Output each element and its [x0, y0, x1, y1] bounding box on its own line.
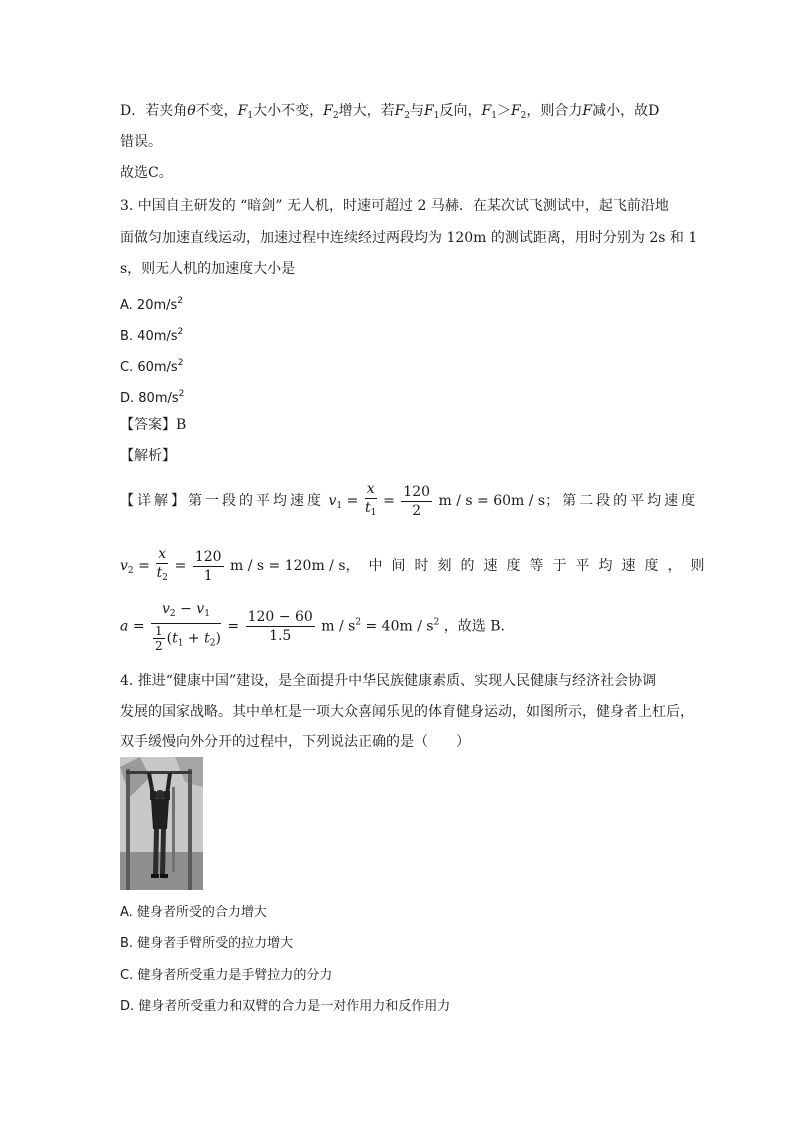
- q3-stem-line1: 3. 中国自主研发的 “暗剑” 无人机，时速可超过 2 马赫．在某次试飞测试中，起飞前沿地: [120, 198, 669, 214]
- q3-option-d: D. $80m/s^2$: [120, 389, 185, 406]
- q3-detail-line2: $v_2$ = $\frac{x}{t_2}$ = $\frac{120}{1}$ m / s = 120m / s，中间时刻的速度等于平均速度，则: [120, 545, 714, 587]
- horizontal-bar-photo: [120, 757, 203, 890]
- q4-option-d: D. 健身者所受重力和双臂的合力是一对作用力和反作用力: [120, 999, 451, 1014]
- prev-option-d-line2: 错误。: [120, 134, 162, 150]
- prev-option-d-line1: D．若夹角θ不变，$F_1$大小不变，$F_2$增大，若$F_2$与$F_1$反向，$F_1>F_2$，则合力F减小，故D: [120, 103, 660, 121]
- q3-analysis-label: 【解析】: [120, 448, 176, 464]
- q3-stem-line3: s，则无人机的加速度大小是: [120, 261, 296, 277]
- fraction-x-over-t2: $\frac{x}{t_2}$: [156, 546, 168, 583]
- fraction-120-over-1: $\frac{120}{1}$: [194, 548, 222, 584]
- q4-option-b: B. 健身者手臂所受的拉力增大: [120, 936, 294, 951]
- fraction-acceleration: $v_2 - v_1$ $\frac{1}{2}$ $(t_1 + t_2)$: [151, 600, 221, 653]
- q4-stem-line2: 发展的国家战略。其中单杠是一项大众喜闻乐见的体育健身运动，如图所示，健身者上杠后，: [120, 704, 694, 720]
- prev-conclusion: 故选C。: [120, 165, 173, 181]
- q3-stem-line2: 面做匀加速直线运动，加速过程中连续经过两段均为 120m 的测试距离，用时分别为 2s 和 1: [120, 230, 698, 246]
- horizontal-bar-illustration: [120, 757, 203, 890]
- fraction-numeric: $\frac{120 - 60}{1.5}$: [247, 609, 313, 644]
- q3-option-b: B. $40m/s^2$: [120, 327, 184, 344]
- q4-stem-line3: 双手缓慢向外分开的过程中，下列说法正确的是（ ）: [120, 734, 470, 750]
- q4-option-c: C. 健身者所受重力是手臂拉力的分力: [120, 968, 333, 983]
- q3-detail-line1: 【详解】第一段的平均速度 $v_1$ = $\frac{x}{t_1}$ = $\frac{120}{2}$ m / s = 60m / s；第二段的平均速度: [120, 480, 698, 522]
- q4-option-a: A. 健身者所受的合力增大: [120, 905, 267, 920]
- q3-option-c: C. $60m/s^2$: [120, 358, 184, 375]
- fraction-x-over-t1: $\frac{x}{t_1}$: [365, 481, 377, 518]
- q4-stem-line1: 4. 推进“健康中国”建设，是全面提升中华民族健康素质、实现人民健康与经济社会协调: [120, 673, 657, 689]
- q3-option-a: A. $20m/s^2$: [120, 296, 184, 313]
- q3-detail-line3: a = $v_2 - v_1$ $\frac{1}{2}$ $(t_1 + t_2)$ = $\frac{120 - 60}{1.5}$ $m / s^2 = 40m / s^2$ ，故选 B.: [120, 601, 505, 653]
- q3-answer: 【答案】B: [120, 417, 187, 433]
- fraction-120-over-2: $\frac{120}{2}$: [403, 483, 431, 519]
